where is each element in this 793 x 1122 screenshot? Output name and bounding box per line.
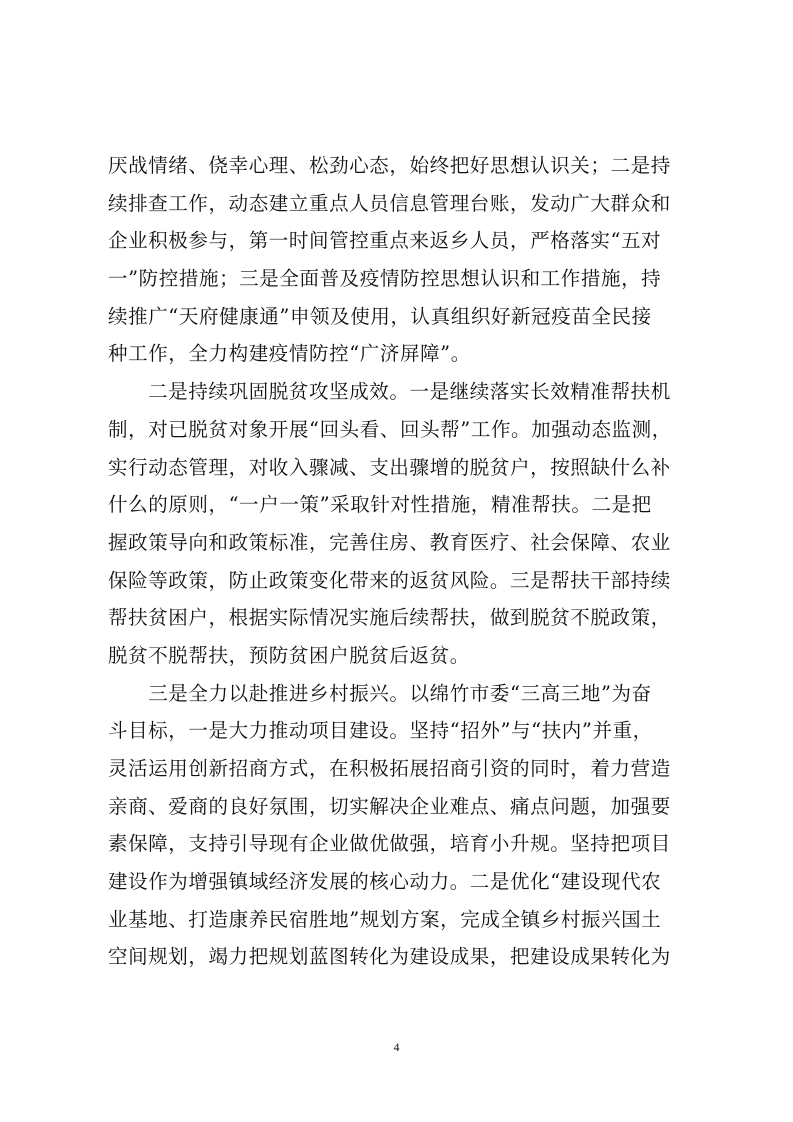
text-line: 握政策导向和政策标准，完善住房、教育医疗、社会保障、农业 (108, 530, 671, 554)
text-line: 制，对已脱贫对象开展“回头看、回头帮”工作。加强动态监测， (108, 417, 672, 441)
text-line: 业基地、打造康养民宿胜地”规划方案，完成全镇乡村振兴国土 (108, 907, 662, 931)
text-line: 斗目标，一是大力推动项目建设。坚持“招外”与“扶内”并重， (108, 719, 653, 743)
text-line: 亲商、爱商的良好氛围，切实解决企业难点、痛点问题，加强要 (108, 794, 671, 818)
text-line: 灵活运用创新招商方式，在积极拓展招商引资的同时，着力营造 (108, 757, 671, 780)
text-line: 建设作为增强镇域经济发展的核心动力。二是优化“建设现代农 (108, 870, 662, 894)
text-line: 企业积极参与，第一时间管控重点来返乡人员，严格落实“五对 (108, 229, 662, 253)
text-line: 厌战情绪、侥幸心理、松劲心态，始终把好思想认识关；二是持 (108, 154, 671, 177)
text-line: 脱贫不脱帮扶，预防贫困户脱贫后返贫。 (108, 643, 470, 667)
text-line: 帮扶贫困户，根据实际情况实施后续帮扶，做到脱贫不脱政策， (108, 606, 671, 630)
text-line: 保险等政策，防止政策变化带来的返贫风险。三是帮扶干部持续 (108, 568, 671, 592)
text-line: 素保障，支持引导现有企业做优做强，培育小升规。坚持把项目 (108, 832, 671, 856)
page-number: 4 (393, 1040, 400, 1054)
text-line: 二是持续巩固脱贫攻坚成效。一是继续落实长效精准帮扶机 (108, 380, 671, 404)
text-line: 续推广“天府健康通”申领及使用，认真组织好新冠疫苗全民接 (108, 304, 652, 328)
body-text (108, 147, 698, 976)
text-line: 实行动态管理，对收入骤减、支出骤增的脱贫户，按照缺什么补 (108, 455, 671, 479)
text-line: 什么的原则，“一户一策”采取针对性措施，精准帮扶。二是把 (108, 493, 652, 517)
text-line: 续排查工作，动态建立重点人员信息管理台账，发动广大群众和 (108, 191, 671, 215)
text-line: 种工作，全力构建疫情防控“广济屏障”。 (108, 342, 471, 366)
text-line: 三是全力以赴推进乡村振兴。以绵竹市委“三高三地”为奋 (108, 681, 652, 705)
text-line: 一”防控措施；三是全面普及疫情防控思想认识和工作措施，持 (108, 267, 662, 291)
text-line: 空间规划，竭力把规划蓝图转化为建设成果，把建设成果转化为 (108, 945, 671, 969)
